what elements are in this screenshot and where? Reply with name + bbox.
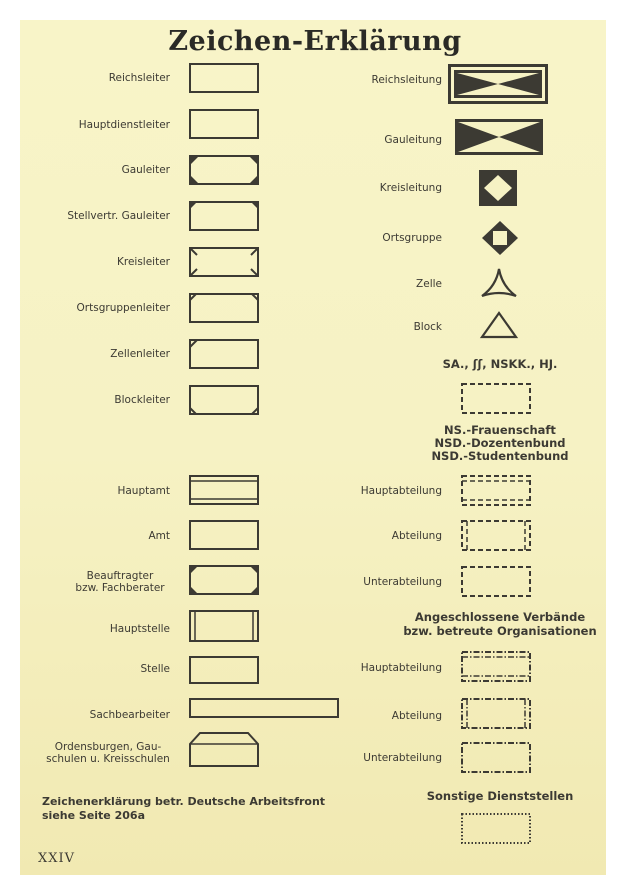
label-ordensburgen-line2: schulen u. Kreisschulen — [46, 753, 170, 765]
ordensburgen-symbol — [188, 730, 262, 770]
label-zellenleiter: Zellenleiter — [110, 348, 170, 360]
label-blockleiter: Blockleiter — [114, 394, 170, 406]
daf-note-line2: siehe Seite 206a — [42, 809, 145, 822]
label-ortsgruppe: Ortsgruppe — [382, 232, 442, 244]
label-gauleiter: Gauleiter — [121, 164, 170, 176]
label-stellvertr-gauleiter: Stellvertr. Gauleiter — [67, 210, 170, 222]
hauptstelle-symbol — [188, 609, 262, 645]
gauleitung-symbol — [454, 118, 546, 158]
label-kreisleitung: Kreisleitung — [379, 182, 442, 194]
sonstige-dienststellen-symbol — [459, 811, 535, 847]
kreisleitung-symbol — [477, 168, 519, 208]
label-amt: Amt — [148, 530, 170, 542]
label-sachbearbeiter: Sachbearbeiter — [89, 709, 170, 721]
label-abteilung-1: Abteilung — [391, 530, 442, 542]
sa-ss-nskk-hj-symbol — [459, 381, 535, 417]
label-hauptabteilung-1: Hauptabteilung — [360, 485, 442, 497]
label-block: Block — [413, 321, 442, 333]
zellenleiter-symbol — [188, 338, 262, 372]
hauptamt-symbol — [188, 474, 262, 508]
hauptdienstleiter-symbol — [188, 108, 262, 142]
betreute-organisationen-heading: bzw. betreute Organisationen — [403, 624, 597, 638]
unterabteilung-1-symbol — [459, 564, 535, 600]
stellvertr-gauleiter-symbol — [188, 200, 262, 234]
hauptabteilung-2-symbol — [459, 649, 535, 685]
amt-symbol — [188, 519, 262, 553]
sachbearbeiter-symbol — [188, 697, 342, 721]
nsd-dozentenbund-heading: NSD.-Dozentenbund — [434, 436, 566, 450]
label-hauptabteilung-2: Hauptabteilung — [360, 662, 442, 674]
label-gauleitung: Gauleitung — [384, 134, 442, 146]
block-symbol — [479, 310, 519, 340]
label-abteilung-2: Abteilung — [391, 710, 442, 722]
ns-frauenschaft-heading: NS.-Frauenschaft — [444, 423, 556, 437]
sonstige-dienststellen-heading: Sonstige Dienststellen — [426, 789, 574, 803]
label-unterabteilung-1: Unterabteilung — [363, 576, 442, 588]
abteilung-1-symbol — [459, 518, 535, 554]
reichsleiter-symbol — [188, 62, 262, 96]
label-hauptamt: Hauptamt — [117, 485, 170, 497]
hauptabteilung-1-symbol — [459, 473, 535, 509]
ortsgruppenleiter-symbol — [188, 292, 262, 326]
label-beauftragter-line1: Beauftragter — [86, 570, 154, 582]
label-zelle: Zelle — [416, 278, 442, 290]
label-unterabteilung-2: Unterabteilung — [363, 752, 442, 764]
abteilung-2-symbol — [459, 696, 535, 732]
label-hauptstelle: Hauptstelle — [109, 623, 170, 635]
ortsgruppe-symbol — [480, 220, 520, 256]
label-kreisleiter: Kreisleiter — [116, 256, 170, 268]
nsd-studentenbund-heading: NSD.-Studentenbund — [431, 449, 569, 463]
label-ortsgruppenleiter: Ortsgruppenleiter — [76, 302, 170, 314]
kreisleiter-symbol — [188, 246, 262, 280]
label-reichsleitung: Reichsleitung — [371, 74, 442, 86]
gauleiter-symbol — [188, 154, 262, 188]
zelle-symbol — [478, 266, 520, 300]
page-number: XXIV — [38, 851, 76, 866]
daf-note-line1: Zeichenerklärung betr. Deutsche Arbeitsfront — [42, 795, 326, 808]
label-reichsleiter: Reichsleiter — [108, 72, 170, 84]
label-ordensburgen-line1: Ordensburgen, Gau- — [54, 741, 162, 753]
stelle-symbol — [188, 655, 262, 687]
beauftragter-symbol — [188, 564, 262, 598]
angeschlossene-verbaende-heading: Angeschlossene Verbände — [414, 610, 586, 624]
label-stelle: Stelle — [140, 663, 170, 675]
blockleiter-symbol — [188, 384, 262, 418]
reichsleitung-symbol — [448, 64, 550, 106]
sa-ss-nskk-hj-heading: SA., ʃʃ, NSKK., HJ. — [442, 357, 558, 371]
unterabteilung-2-symbol — [459, 740, 535, 776]
page-title: Zeichen-Erklärung — [168, 26, 462, 57]
label-beauftragter-line2: bzw. Fachberater — [75, 582, 165, 594]
label-hauptdienstleiter: Hauptdienstleiter — [78, 119, 170, 131]
